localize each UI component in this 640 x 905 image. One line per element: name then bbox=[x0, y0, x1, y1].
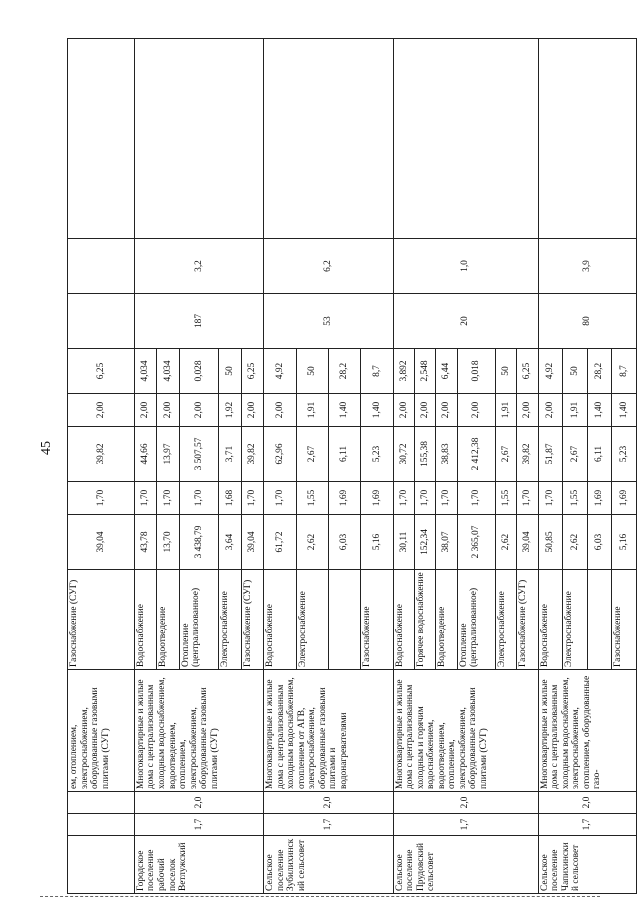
housing-description-cell: Многоквартирные и жилые дома с централизованным холодным водоснабжением, водоотведением, отоплением, электроснабжением, оборудованные газовыми плитами (СУГ) bbox=[134, 670, 263, 792]
housing-description-cell: ем, отоплением, электроснабжением, оборудованные газовыми плитами (СУГ) bbox=[68, 670, 135, 792]
count-cell: 187 bbox=[134, 294, 263, 349]
norm-cell: 50 bbox=[296, 349, 328, 394]
index-cell: 1,69 bbox=[612, 482, 637, 515]
norm-cell: 50 bbox=[563, 349, 588, 394]
index-new-cell: 2,00 bbox=[241, 394, 263, 427]
service-cell: Газоснабжение bbox=[612, 570, 637, 670]
tariff-cell: 6,03 bbox=[328, 515, 360, 570]
service-cell: Водоснабжение bbox=[538, 570, 563, 670]
table-row bbox=[538, 39, 563, 894]
index-cell: 1,70 bbox=[538, 482, 563, 515]
norm-cell: 4,92 bbox=[264, 349, 296, 394]
service-cell: Горячее водоснабжение bbox=[415, 570, 436, 670]
coefficient-b-cell: 2,0 bbox=[538, 792, 636, 814]
housing-description-cell: Многоквартирные и жилые дома с централизованным холодным водоснабжением, отоплением от АГВ, электроснабжением, оборудованные газовыми плитами и водонагревателями bbox=[264, 670, 393, 792]
tariff-new-cell: 3,71 bbox=[219, 427, 241, 482]
tariff-cell: 2 365,07 bbox=[457, 515, 495, 570]
index-new-cell: 1,40 bbox=[612, 394, 637, 427]
norm-cell: 50 bbox=[219, 349, 241, 394]
value-cell: 3,9 bbox=[538, 239, 636, 294]
service-cell: Газоснабжение (СУГ) bbox=[68, 570, 135, 670]
index-cell: 1,55 bbox=[296, 482, 328, 515]
tariff-new-cell: 39,82 bbox=[517, 427, 538, 482]
norm-cell: 6,25 bbox=[517, 349, 538, 394]
index-new-cell: 2,00 bbox=[134, 394, 156, 427]
service-cell bbox=[328, 570, 360, 670]
tariff-new-cell: 44,66 bbox=[134, 427, 156, 482]
count-cell: 53 bbox=[264, 294, 393, 349]
index-new-cell: 1,40 bbox=[328, 394, 360, 427]
index-cell: 1,70 bbox=[436, 482, 457, 515]
tariff-cell: 3 438,79 bbox=[179, 515, 219, 570]
norm-cell: 6,25 bbox=[241, 349, 263, 394]
housing-description-cell: Многоквартирные и жилые дома с централизованным холодным водоснабжением, электроснабжением, отоплением, оборудованные газо- bbox=[538, 670, 636, 792]
norm-cell: 0,018 bbox=[457, 349, 495, 394]
coefficient-b-cell: 2,0 bbox=[393, 792, 538, 814]
coefficient-b-cell: 2,0 bbox=[134, 792, 263, 814]
tariff-new-cell: 39,82 bbox=[241, 427, 263, 482]
norm-cell: 3,892 bbox=[393, 349, 414, 394]
value-cell: 3,2 bbox=[134, 239, 263, 294]
index-new-cell: 2,00 bbox=[517, 394, 538, 427]
index-new-cell: 2,00 bbox=[264, 394, 296, 427]
tariff-cell: 30,11 bbox=[393, 515, 414, 570]
index-cell: 1,70 bbox=[457, 482, 495, 515]
index-cell: 1,70 bbox=[134, 482, 156, 515]
value-cell: 6,2 bbox=[264, 239, 393, 294]
value-cell: 1,0 bbox=[393, 239, 538, 294]
value-cell bbox=[68, 239, 135, 294]
norm-cell: 4,034 bbox=[157, 349, 179, 394]
settlement-name-cell bbox=[68, 836, 135, 894]
index-cell: 1,70 bbox=[264, 482, 296, 515]
coefficient-b-cell bbox=[68, 792, 135, 814]
index-new-cell: 1,91 bbox=[296, 394, 328, 427]
norm-cell: 6,44 bbox=[436, 349, 457, 394]
index-new-cell: 2,00 bbox=[68, 394, 135, 427]
settlement-name-cell: Городское поселение рабочий поселок Ветлужский bbox=[134, 836, 263, 894]
service-cell bbox=[587, 570, 612, 670]
service-cell: Отопление (централизованное) bbox=[179, 570, 219, 670]
index-new-cell: 1,92 bbox=[219, 394, 241, 427]
index-new-cell: 1,40 bbox=[361, 394, 393, 427]
index-cell: 1,70 bbox=[68, 482, 135, 515]
table-row bbox=[68, 39, 135, 894]
empty-cell bbox=[68, 39, 135, 239]
tariff-table bbox=[67, 38, 637, 894]
index-cell: 1,70 bbox=[157, 482, 179, 515]
tariff-cell: 39,04 bbox=[68, 515, 135, 570]
service-cell: Газоснабжение (СУГ) bbox=[517, 570, 538, 670]
norm-cell: 28,2 bbox=[587, 349, 612, 394]
settlement-name-cell: Сельское поселение Прудовский сельсовет bbox=[393, 836, 538, 894]
tariff-new-cell: 5,23 bbox=[612, 427, 637, 482]
tariff-cell: 61,72 bbox=[264, 515, 296, 570]
tariff-cell: 5,16 bbox=[612, 515, 637, 570]
page-edge-rule bbox=[40, 896, 600, 897]
service-cell: Газоснабжение bbox=[361, 570, 393, 670]
norm-cell: 50 bbox=[495, 349, 516, 394]
service-cell: Газоснабжение (СУГ) bbox=[241, 570, 263, 670]
count-cell bbox=[68, 294, 135, 349]
tariff-cell: 2,62 bbox=[296, 515, 328, 570]
rotated-table-wrapper bbox=[67, 39, 637, 894]
tariff-new-cell: 6,11 bbox=[328, 427, 360, 482]
index-cell: 1,55 bbox=[563, 482, 588, 515]
count-cell: 20 bbox=[393, 294, 538, 349]
tariff-new-cell: 30,72 bbox=[393, 427, 414, 482]
tariff-new-cell: 2,67 bbox=[495, 427, 516, 482]
norm-cell: 4,92 bbox=[538, 349, 563, 394]
tariff-new-cell: 51,87 bbox=[538, 427, 563, 482]
coefficient-a-cell: 1,7 bbox=[134, 814, 263, 836]
service-cell: Электроснабжение bbox=[219, 570, 241, 670]
service-cell: Отопление (централизованное) bbox=[457, 570, 495, 670]
index-cell: 1,70 bbox=[393, 482, 414, 515]
index-new-cell: 1,40 bbox=[587, 394, 612, 427]
count-cell: 80 bbox=[538, 294, 636, 349]
norm-cell: 8,7 bbox=[612, 349, 637, 394]
table-row bbox=[393, 39, 414, 894]
norm-cell: 4,034 bbox=[134, 349, 156, 394]
index-cell: 1,69 bbox=[587, 482, 612, 515]
tariff-new-cell: 13,97 bbox=[157, 427, 179, 482]
index-cell: 1,70 bbox=[517, 482, 538, 515]
index-new-cell: 1,91 bbox=[563, 394, 588, 427]
index-cell: 1,55 bbox=[495, 482, 516, 515]
norm-cell: 8,7 bbox=[361, 349, 393, 394]
settlement-name-cell: Сельское поселение Чапихинский сельсовет bbox=[538, 836, 636, 894]
settlement-name-cell: Сельское поселение Зубилихинский сельсовет bbox=[264, 836, 393, 894]
tariff-new-cell: 62,96 bbox=[264, 427, 296, 482]
index-new-cell: 2,00 bbox=[415, 394, 436, 427]
service-cell: Водоотведение bbox=[157, 570, 179, 670]
tariff-cell: 50,85 bbox=[538, 515, 563, 570]
norm-cell: 0,028 bbox=[179, 349, 219, 394]
tariff-cell: 39,04 bbox=[241, 515, 263, 570]
tariff-new-cell: 5,23 bbox=[361, 427, 393, 482]
empty-cell bbox=[393, 39, 538, 239]
tariff-cell: 38,07 bbox=[436, 515, 457, 570]
index-cell: 1,68 bbox=[219, 482, 241, 515]
index-new-cell: 2,00 bbox=[179, 394, 219, 427]
service-cell: Электроснабжение bbox=[563, 570, 588, 670]
index-new-cell: 2,00 bbox=[393, 394, 414, 427]
service-cell: Водоснабжение bbox=[134, 570, 156, 670]
empty-cell bbox=[264, 39, 393, 239]
index-cell: 1,70 bbox=[241, 482, 263, 515]
coefficient-a-cell bbox=[68, 814, 135, 836]
index-new-cell: 2,00 bbox=[457, 394, 495, 427]
page-number: 45 bbox=[39, 441, 54, 455]
tariff-cell: 39,04 bbox=[517, 515, 538, 570]
table-body bbox=[68, 39, 637, 894]
index-new-cell: 2,00 bbox=[538, 394, 563, 427]
tariff-new-cell: 2,67 bbox=[296, 427, 328, 482]
service-cell: Электроснабжение bbox=[495, 570, 516, 670]
tariff-new-cell: 155,38 bbox=[415, 427, 436, 482]
tariff-new-cell: 6,11 bbox=[587, 427, 612, 482]
service-cell: Водоснабжение bbox=[264, 570, 296, 670]
empty-cell bbox=[134, 39, 263, 239]
tariff-cell: 152,34 bbox=[415, 515, 436, 570]
norm-cell: 28,2 bbox=[328, 349, 360, 394]
tariff-new-cell: 2,67 bbox=[563, 427, 588, 482]
tariff-cell: 2,62 bbox=[495, 515, 516, 570]
tariff-cell: 3,64 bbox=[219, 515, 241, 570]
housing-description-cell: Многоквартирные и жилые дома с централизованным холодным и горячим водоснабжением, водоотведением, отоплением, электроснабжением, оборудованные газовыми плитами (СУГ) bbox=[393, 670, 538, 792]
tariff-cell: 13,70 bbox=[157, 515, 179, 570]
table-row bbox=[134, 39, 156, 894]
index-cell: 1,69 bbox=[328, 482, 360, 515]
coefficient-a-cell: 1,7 bbox=[393, 814, 538, 836]
service-cell: Электроснабжение bbox=[296, 570, 328, 670]
index-cell: 1,69 bbox=[361, 482, 393, 515]
coefficient-a-cell: 1,7 bbox=[538, 814, 636, 836]
tariff-cell: 43,78 bbox=[134, 515, 156, 570]
tariff-cell: 2,62 bbox=[563, 515, 588, 570]
tariff-cell: 5,16 bbox=[361, 515, 393, 570]
norm-cell: 2,548 bbox=[415, 349, 436, 394]
index-new-cell: 2,00 bbox=[436, 394, 457, 427]
coefficient-a-cell: 1,7 bbox=[264, 814, 393, 836]
norm-cell: 6,25 bbox=[68, 349, 135, 394]
index-cell: 1,70 bbox=[179, 482, 219, 515]
tariff-cell: 6,03 bbox=[587, 515, 612, 570]
table-row bbox=[264, 39, 296, 894]
service-cell: Водоснабжение bbox=[393, 570, 414, 670]
index-new-cell: 2,00 bbox=[157, 394, 179, 427]
tariff-new-cell: 2 412,38 bbox=[457, 427, 495, 482]
index-cell: 1,70 bbox=[415, 482, 436, 515]
index-new-cell: 1,91 bbox=[495, 394, 516, 427]
service-cell: Водоотведение bbox=[436, 570, 457, 670]
coefficient-b-cell: 2,0 bbox=[264, 792, 393, 814]
tariff-new-cell: 39,82 bbox=[68, 427, 135, 482]
tariff-new-cell: 3 507,57 bbox=[179, 427, 219, 482]
tariff-new-cell: 38,83 bbox=[436, 427, 457, 482]
empty-cell bbox=[538, 39, 636, 239]
